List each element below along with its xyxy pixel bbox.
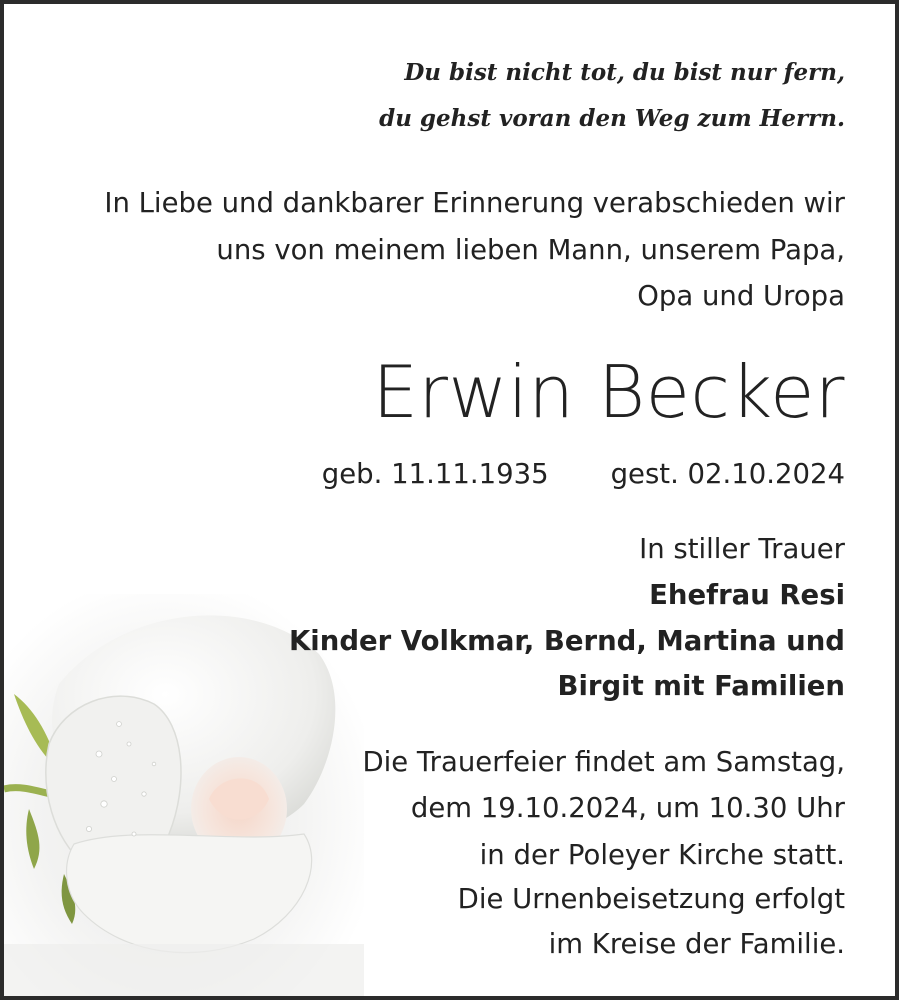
service-line-1: Die Trauerfeier findet am Samstag, [362,746,845,778]
intro-line-1: In Liebe und dankbarer Erinnerung verabschieden wir [104,187,845,219]
service-line-2: dem 19.10.2024, um 10.30 Uhr [410,792,845,824]
mourning-intro: In stiller Trauer [639,533,845,565]
deceased-name: Erwin Becker [372,350,845,434]
service-line-3: in der Poleyer Kirche statt. [479,839,845,871]
mourners-line-1: Ehefrau Resi [649,579,845,611]
mourners-line-3: Birgit mit Familien [557,670,845,702]
service-line-5: im Kreise der Familie. [548,928,845,960]
birth-date: geb. 11.11.1935 [321,458,549,490]
verse-line-2: du gehst voran den Weg zum Herrn. [379,105,845,132]
death-date: gest. 02.10.2024 [610,458,845,490]
service-line-4: Die Urnenbeisetzung erfolgt [457,883,845,915]
mourners-line-2: Kinder Volkmar, Bernd, Martina und [289,625,845,657]
life-dates [321,458,845,490]
intro-line-3: Opa und Uropa [637,280,845,312]
intro-line-2: uns von meinem lieben Mann, unserem Papa, [216,234,845,266]
verse-line-1: Du bist nicht tot, du bist nur fern, [404,59,845,86]
